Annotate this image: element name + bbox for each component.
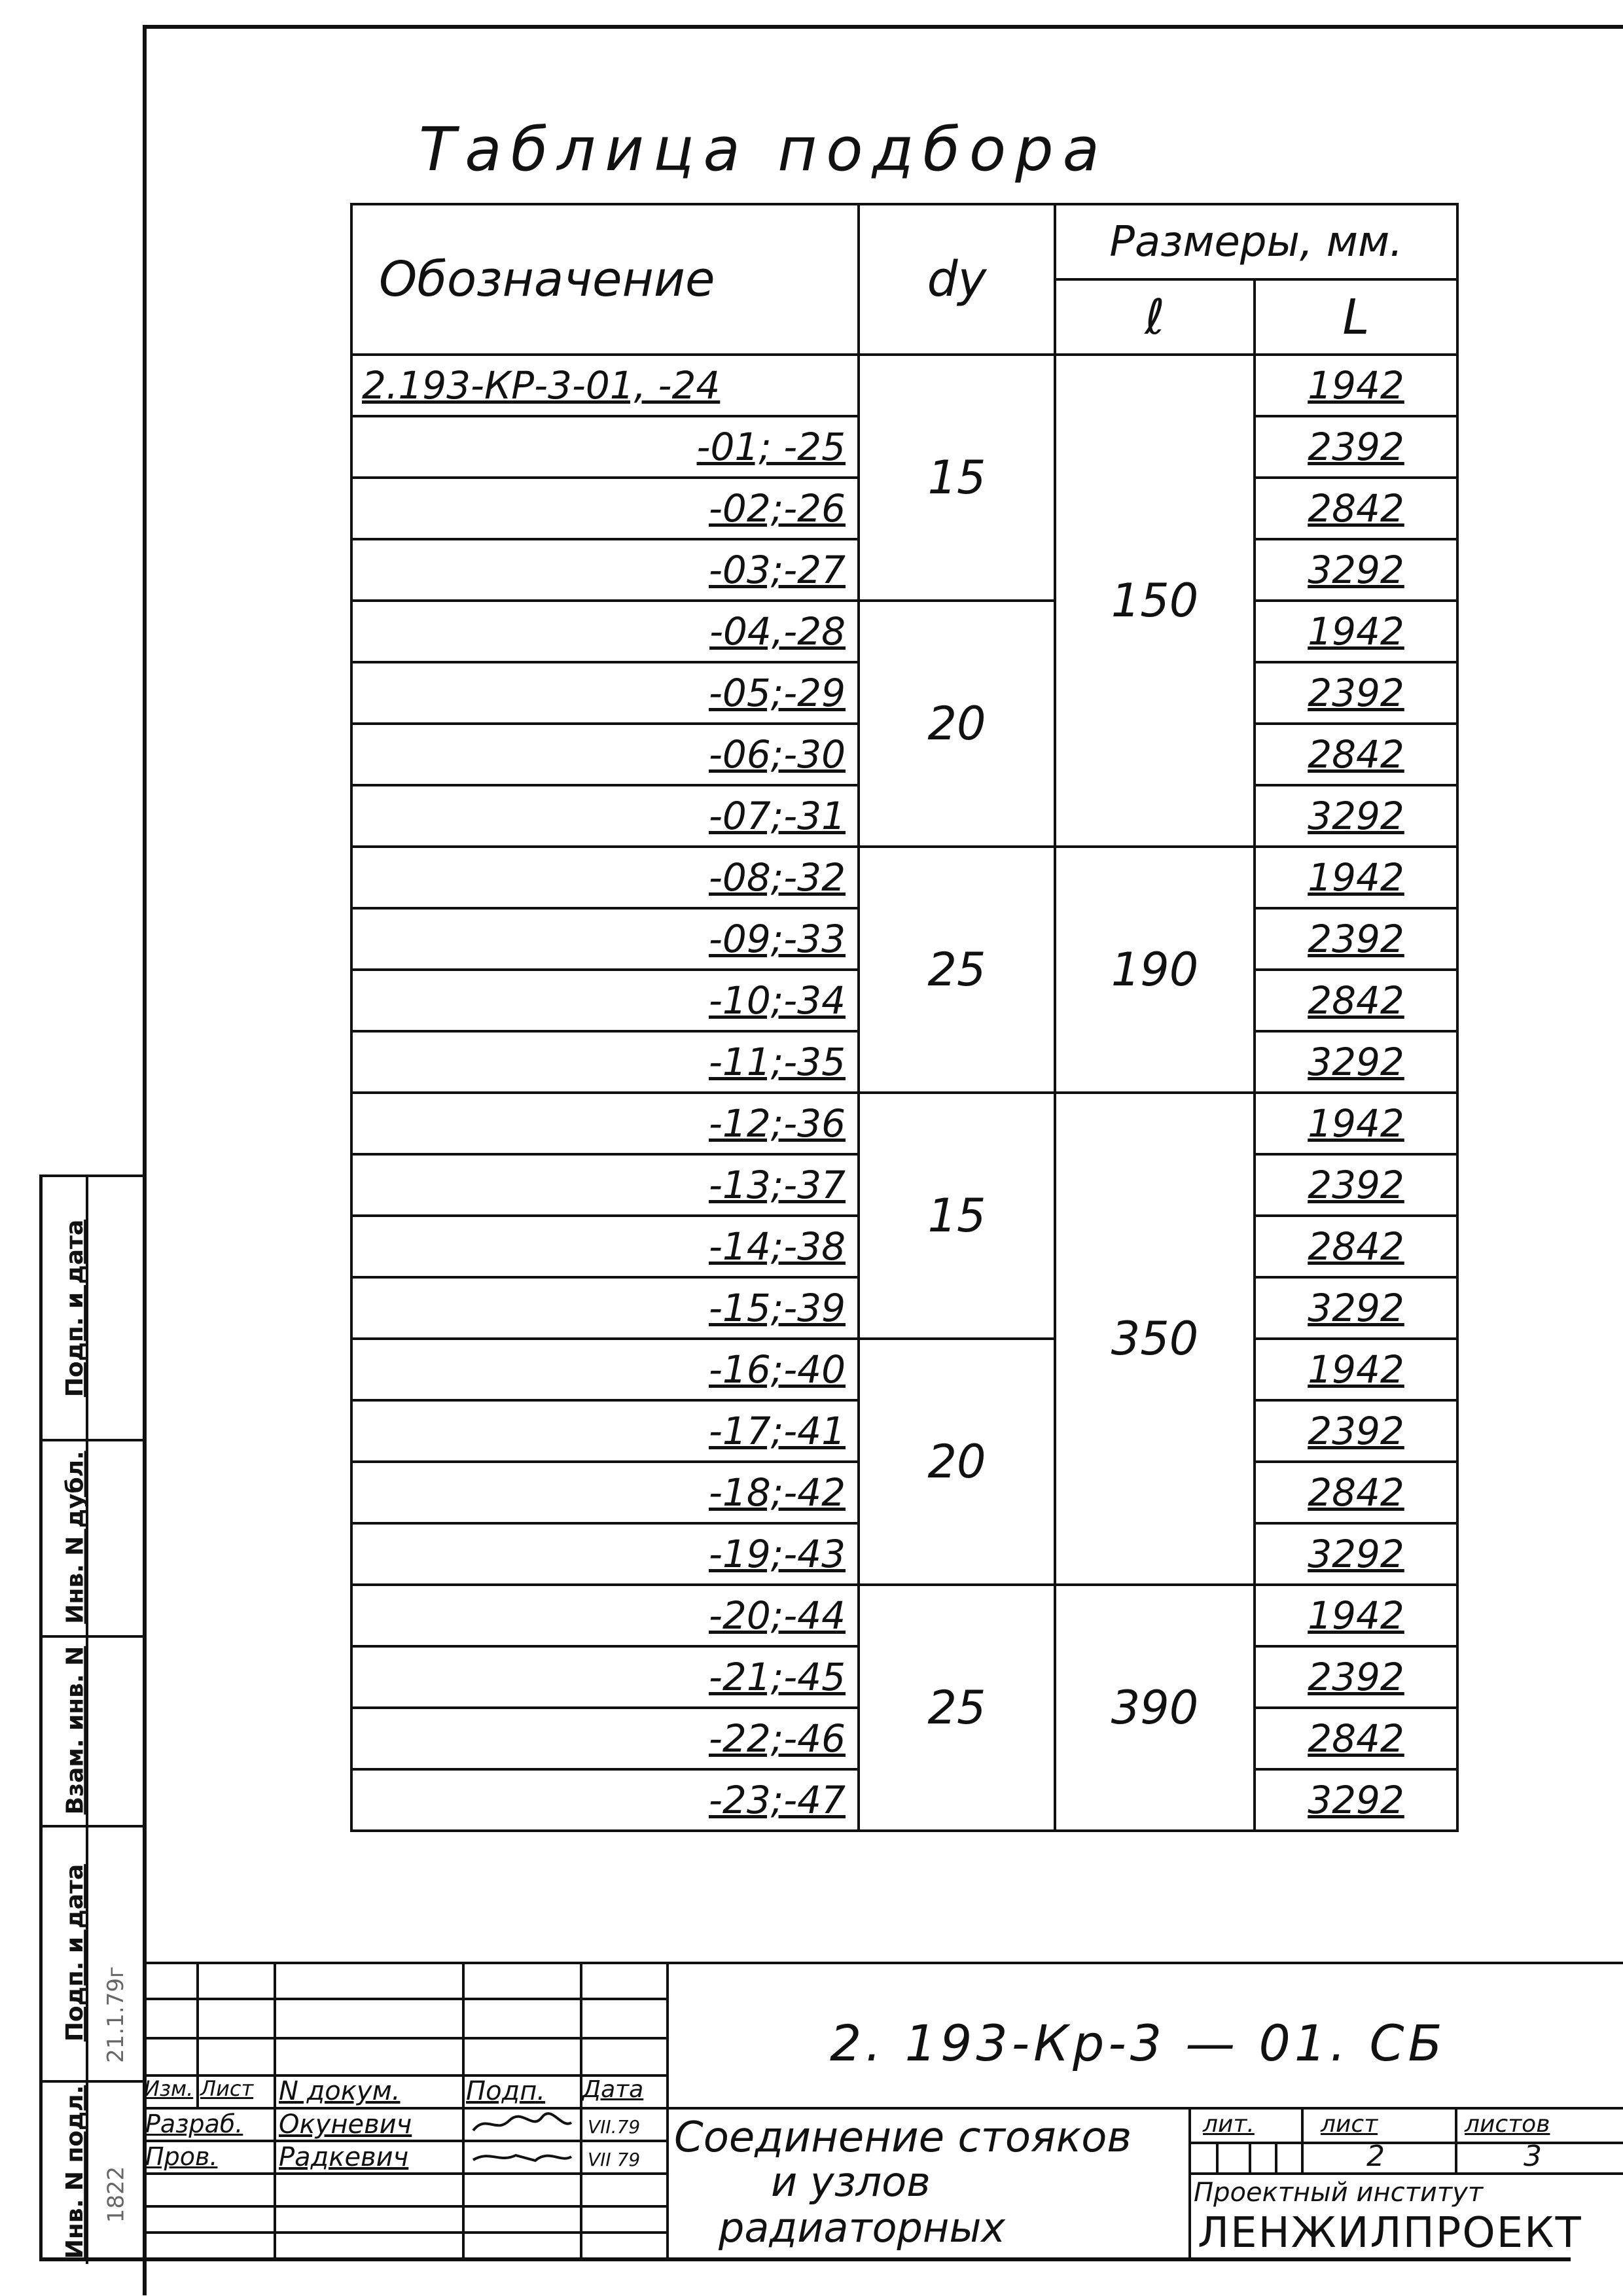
cell-designation: -07;-31 [351,785,859,847]
cell-designation: -16;-40 [351,1339,859,1400]
grid-line [1455,2107,1457,2172]
grid-line [143,1998,666,2000]
cell-designation: -08;-32 [351,847,859,908]
cell-designation: -02;-26 [351,478,859,539]
cell-L: 3292 [1255,1031,1457,1093]
grid-line [1188,2172,1623,2175]
org-line-1: Проектный институт [1194,2178,1484,2208]
cell-l: 350 [1055,1093,1255,1585]
grid-line [1188,2142,1623,2144]
grid-line [1188,2107,1191,2257]
cell-dy: 25 [859,847,1055,1093]
date-developer: VII.79 [588,2116,641,2138]
cell-designation: -15;-39 [351,1277,859,1339]
cell-designation: -03;-27 [351,539,859,601]
doc-title-line-1: Соединение стояков [674,2113,1132,2162]
cell-designation: -09;-33 [351,908,859,970]
cell-L: 2392 [1255,662,1457,724]
grid-line [1301,2107,1304,2172]
cell-L: 3292 [1255,539,1457,601]
sheets-value: 3 [1524,2140,1542,2173]
sheets-label: листов [1465,2111,1550,2138]
cell-l: 390 [1055,1585,1255,1831]
grid-line-main [666,1962,669,2257]
cell-dy: 15 [859,1093,1055,1339]
strip-label-inv-dubl: Инв. N дубл. [62,1450,89,1624]
sheet-value: 2 [1366,2140,1385,2173]
cell-dy: 20 [859,601,1055,847]
table-row [351,601,1457,662]
grid-line [143,2037,666,2040]
name-checker: Радкевич [279,2142,409,2172]
header-n-dokum: N докум. [279,2076,401,2106]
cell-L: 1942 [1255,355,1457,416]
cell-designation: -17;-41 [351,1400,859,1462]
col-header-designation: Обозначение [351,204,859,355]
cell-designation: -14;-38 [351,1216,859,1277]
signature-developer [470,2111,575,2137]
cell-dy: 15 [859,355,1055,601]
grid-line [1216,2142,1219,2172]
role-developer: Разраб. [145,2110,243,2138]
strip-label-podp-data-upper: Подп. и дата [62,1219,89,1397]
header-data: Дата [582,2076,644,2103]
col-header-L: L [1255,279,1457,355]
frame-left-border [143,25,147,2295]
cell-designation: -22;-46 [351,1708,859,1769]
lit-label: лит. [1203,2111,1255,2138]
cell-designation: -12;-36 [351,1093,859,1154]
selection-table [350,203,1459,1832]
org-line-2: ЛЕНЖИЛПРОЕКТ [1198,2209,1582,2257]
cell-L: 2392 [1255,1400,1457,1462]
grid-line [274,1962,276,2257]
cell-designation: -19;-43 [351,1523,859,1585]
cell-designation: -11;-35 [351,1031,859,1093]
grid-line [1249,2142,1251,2172]
document-code: 2. 193-Кр-3 — 01. СБ [830,2014,1446,2072]
date-checker: VII 79 [588,2149,641,2170]
table-title: Таблица подбора [419,115,1109,185]
sheet-label: лист [1321,2111,1378,2138]
doc-title-line-3: радиаторных [719,2204,1006,2252]
header-list: Лист [200,2076,254,2101]
cell-l: 190 [1055,847,1255,1093]
table-row [351,1093,1457,1154]
cell-L: 1942 [1255,601,1457,662]
signature-checker [470,2144,575,2170]
role-checker: Пров. [145,2142,218,2171]
cell-L: 2392 [1255,416,1457,478]
col-header-dimensions: Размеры, мм. [1055,204,1457,279]
cell-designation: -04,-28 [351,601,859,662]
cell-dy: 20 [859,1339,1055,1585]
grid-line [580,1962,582,2257]
cell-designation: -06;-30 [351,724,859,785]
grid-line [1275,2142,1277,2172]
cell-L: 1942 [1255,1585,1457,1646]
strip-label-podp-data-lower: Подп. и дата [62,1863,89,2041]
cell-L: 1942 [1255,847,1457,908]
cell-designation: -10;-34 [351,970,859,1031]
cell-L: 3292 [1255,785,1457,847]
doc-title-line-2: и узлов [771,2158,931,2206]
cell-designation: -20;-44 [351,1585,859,1646]
title-block-top-line [143,1962,1623,1964]
cell-L: 2392 [1255,1646,1457,1708]
cell-L: 2842 [1255,970,1457,1031]
cell-designation: -05;-29 [351,662,859,724]
cell-L: 2392 [1255,908,1457,970]
grid-line [143,2205,666,2208]
header-izm: Изм. [144,2076,194,2101]
cell-L: 2842 [1255,478,1457,539]
cell-L: 1942 [1255,1093,1457,1154]
cell-L: 2842 [1255,1216,1457,1277]
table-row [351,847,1457,908]
frame-bottom-border [39,2257,1571,2261]
col-header-dy: dy [859,204,1055,355]
cell-L: 3292 [1255,1277,1457,1339]
cell-L: 2392 [1255,1154,1457,1216]
strip-label-inv-podl: Инв. N подл. [62,2085,89,2259]
cell-L: 3292 [1255,1769,1457,1831]
cell-designation: -13;-37 [351,1154,859,1216]
strip-label-vzam-inv: Взам. инв. N [62,1646,89,1814]
grid-line [143,2231,666,2234]
cell-L: 2842 [1255,1708,1457,1769]
table-row [351,1339,1457,1400]
frame-top-border [143,25,1623,29]
strip-note-inventory-number: 1822 [103,2166,129,2223]
grid-line [462,1962,465,2257]
header-podp: Подп. [466,2076,546,2106]
cell-designation: -23;-47 [351,1769,859,1831]
cell-L: 3292 [1255,1523,1457,1585]
cell-designation: -18;-42 [351,1462,859,1523]
cell-designation: -01; -25 [351,416,859,478]
table-row [351,1585,1457,1646]
strip-note-date: 21.1.79г [103,1966,130,2063]
cell-L: 2842 [1255,724,1457,785]
binding-strip [39,1174,143,2261]
grid-line [196,1962,199,2107]
grid-line [143,2172,666,2175]
name-developer: Окуневич [279,2110,412,2140]
col-header-l: ℓ [1055,279,1255,355]
cell-designation: 2.193-КР-3-01, -24 [351,355,859,416]
cell-l: 150 [1055,355,1255,847]
title-block [143,1962,1623,2257]
table-row [351,355,1457,416]
cell-L: 2842 [1255,1462,1457,1523]
cell-L: 1942 [1255,1339,1457,1400]
cell-designation: -21;-45 [351,1646,859,1708]
cell-dy: 25 [859,1585,1055,1831]
